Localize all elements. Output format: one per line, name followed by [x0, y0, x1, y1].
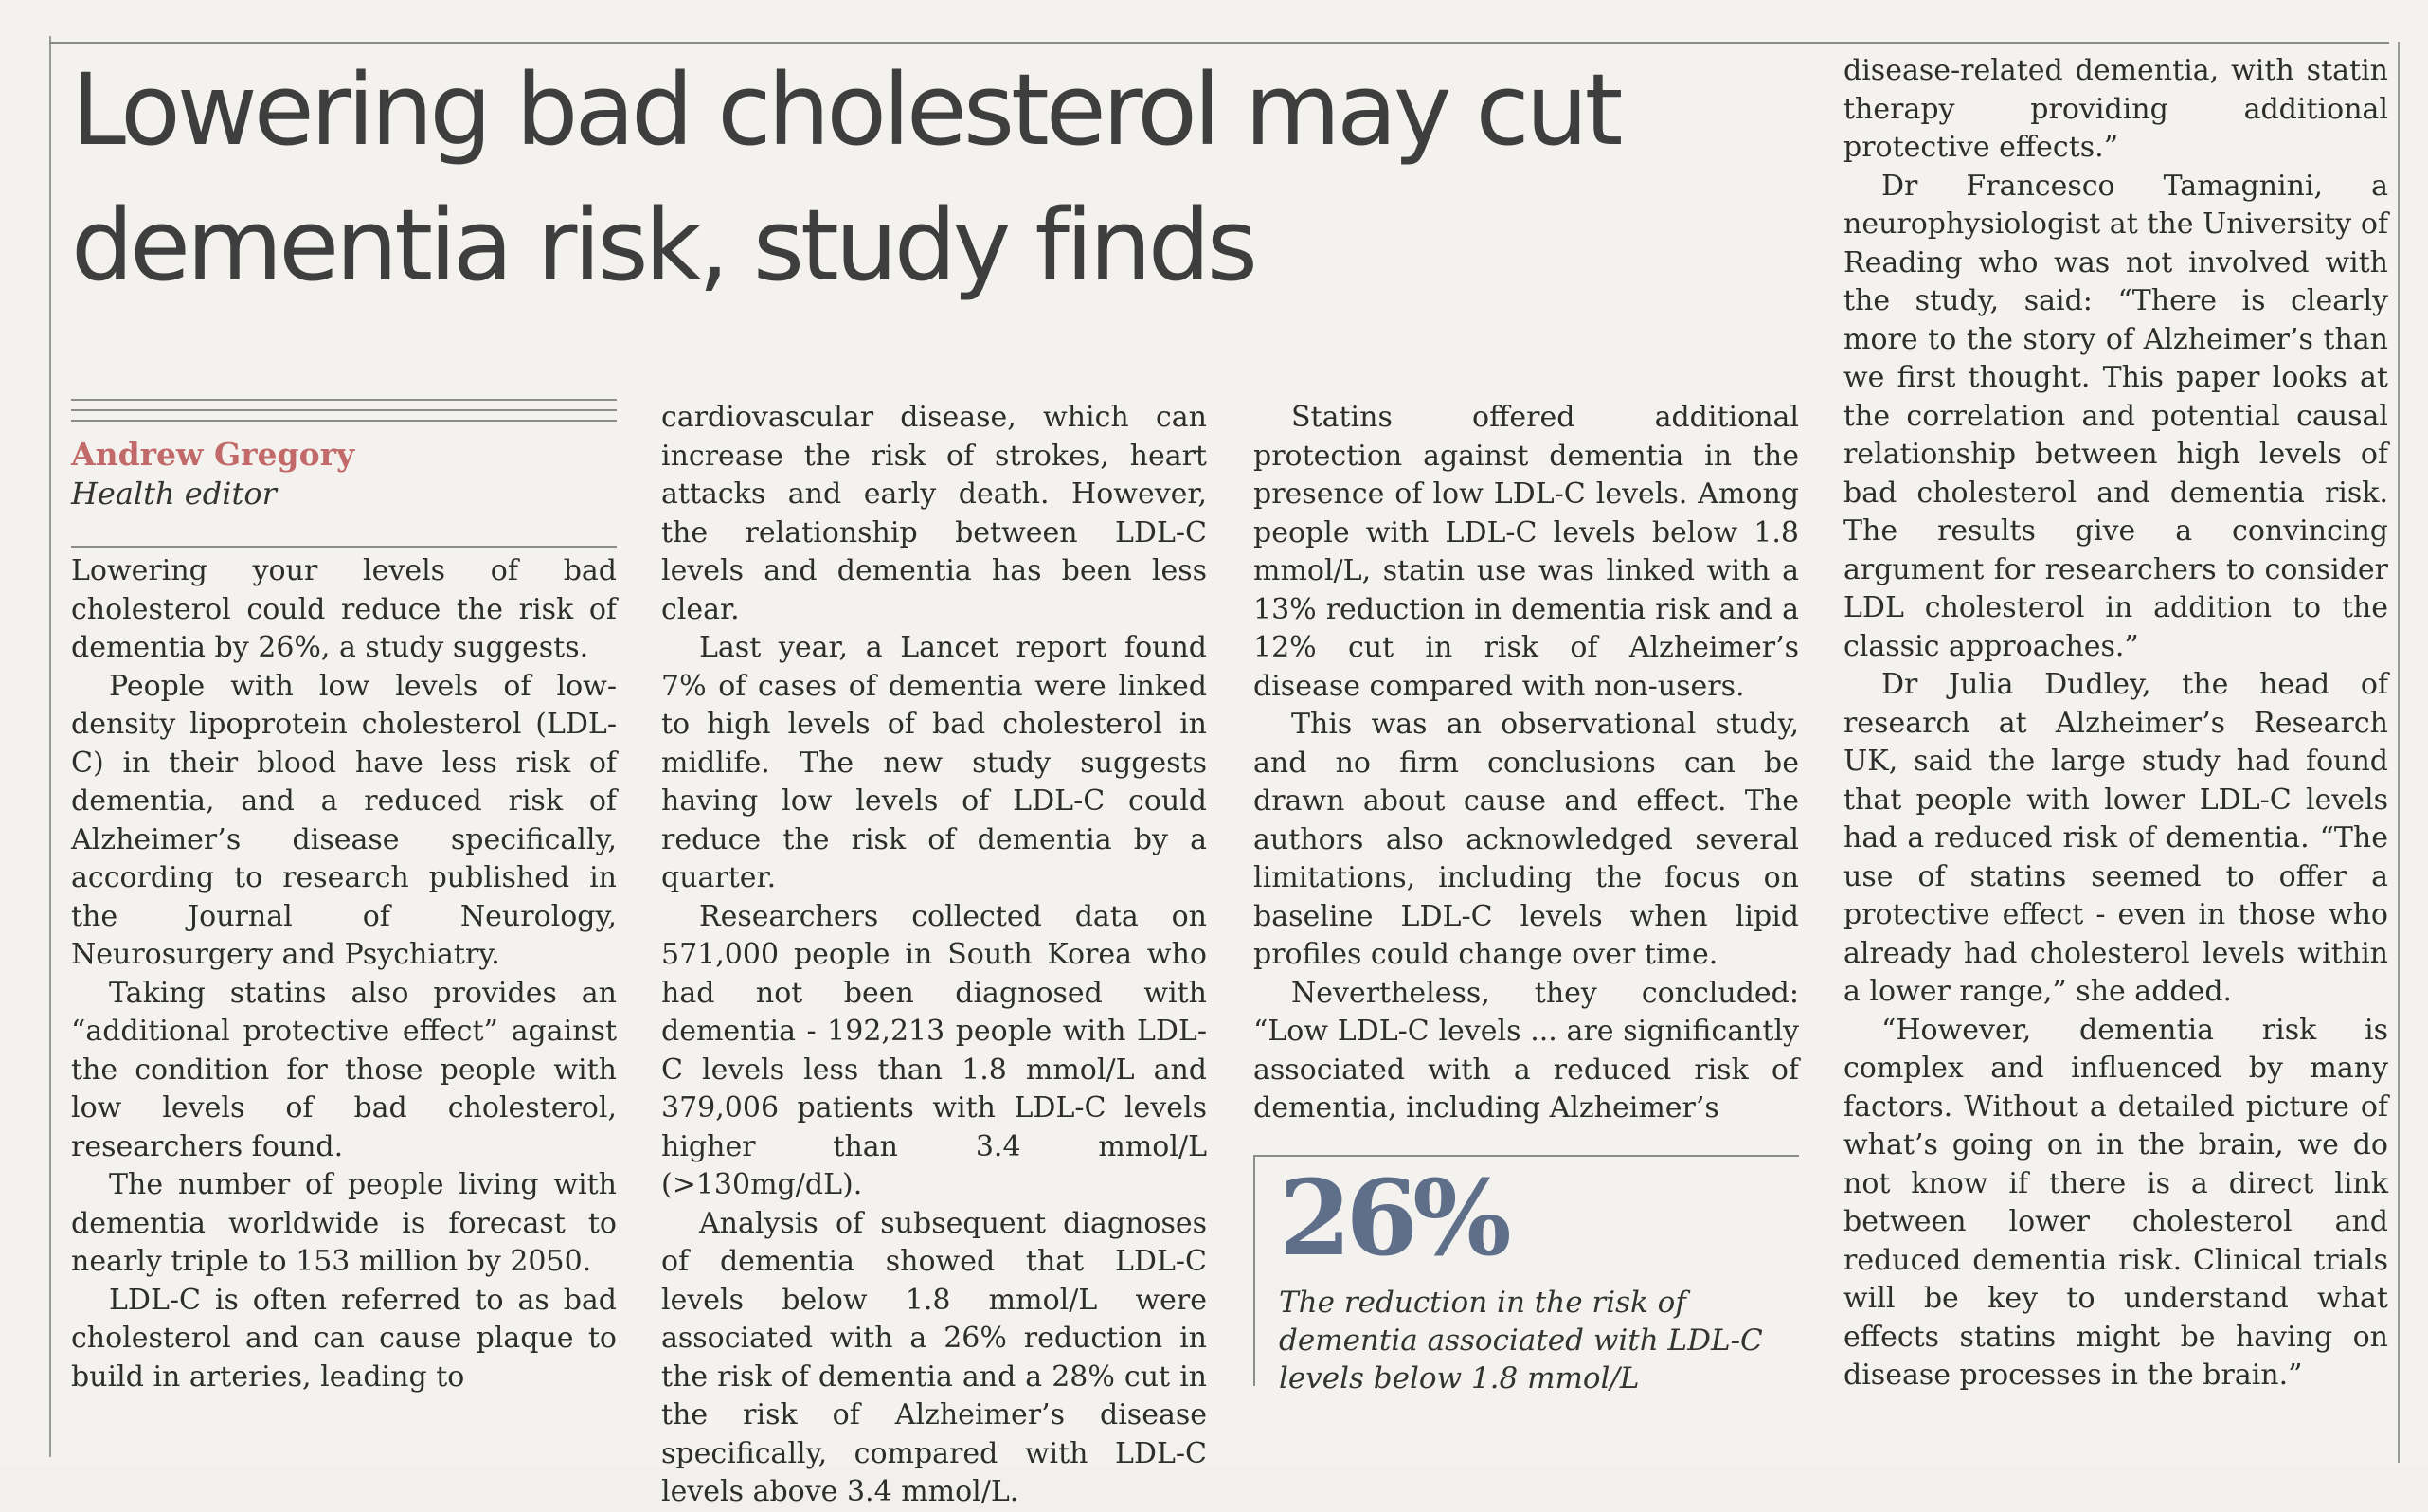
byline-rule	[71, 399, 617, 401]
paragraph: disease-related dementia, with statin therapy providing additional protective effects.”	[1843, 54, 2388, 164]
byline-rule	[71, 420, 617, 422]
page-left-rule	[49, 36, 51, 1457]
paragraph: Nevertheless, they concluded: “Low LDL-C levels ... are significantly associated with a reduced risk of dementia, including Alzheimer’s	[1253, 976, 1799, 1125]
paragraph: Lowering your levels of bad cholesterol could reduce the risk of dementia by 26%, a study suggests.	[71, 554, 617, 664]
paragraph: Taking statins also provides an “additional protective effect” against the condition for those people with low levels of bad cholesterol, researchers found.	[71, 976, 617, 1163]
paragraph: This was an observational study, and no firm conclusions can be drawn about cause and effect. The authors also acknowledged several limitations, including the focus on baseline LDL-C levels when lipid profiles could change over time.	[1253, 708, 1799, 971]
article-column-1	[71, 552, 617, 1396]
pullquote-caption: The reduction in the risk of dementia associated with LDL-C levels below 1.8 mmol/L	[1279, 1286, 1763, 1395]
paragraph: People with low levels of low-density lipoprotein cholesterol (LDL-C) in their blood have less risk of dementia, and a reduced risk of Alzheimer’s disease specifically, according to research published in the Journal of Neurology, Neurosurgery and Psychiatry.	[71, 669, 617, 971]
paragraph: The number of people living with dementia worldwide is forecast to nearly triple to 153 million by 2050.	[71, 1168, 617, 1278]
paragraph: Analysis of subsequent diagnoses of dementia showed that LDL-C levels below 1.8 mmol/L were associated with a 26% reduction in the risk of dementia and a 28% cut in the risk of Alzheimer’s disease specifically, compared with LDL-C levels above 3.4 mmol/L.	[661, 1206, 1207, 1508]
page-right-rule	[2398, 42, 2400, 1463]
author-name: Andrew Gregory	[71, 436, 355, 473]
byline-bottom-rule	[71, 546, 617, 548]
paragraph: “However, dementia risk is complex and influenced by many factors. Without a detailed picture of what’s going on in the brain, we do not know if there is a direct link between lower cholesterol and reduced dementia risk. Clinical trials will be key to understand what effects statins might be having on disease processes in the brain.”	[1843, 1013, 2388, 1392]
pullquote-figure: 26%	[1279, 1157, 1506, 1279]
paragraph: Statins offered additional protection against dementia in the presence of low LDL-C levels. Among people with LDL-C levels below 1.8 mmol/L, statin use was linked with a 13% reduction in dementia risk and a 12% cut in risk of Alzheimer’s disease compared with non-users.	[1253, 401, 1799, 703]
article-headline: Lowering bad cholesterol may cut dementia risk, study finds	[71, 52, 1620, 303]
pullquote-side-rule	[1253, 1155, 1255, 1386]
byline-rule	[71, 409, 617, 411]
paragraph: Dr Francesco Tamagnini, a neurophysiologist at the University of Reading who was not involved with the study, said: “There is clearly more to the story of Alzheimer’s than we first thought. This paper looks at the correlation and potential causal relationship between high levels of bad cholesterol and dementia risk. The results give a convincing argument for researchers to consider LDL cholesterol in addition to the classic approaches.”	[1843, 169, 2388, 663]
paragraph: Last year, a Lancet report found 7% of cases of dementia were linked to high levels of bad cholesterol in midlife. The new study suggests having low levels of LDL-C could reduce the risk of dementia by a quarter.	[661, 631, 1207, 894]
author-role: Health editor	[71, 476, 277, 512]
article-column-4	[1843, 52, 2388, 1395]
article-column-3	[1253, 399, 1799, 1128]
article-column-2	[661, 399, 1207, 1512]
paragraph: LDL-C is often referred to as bad cholesterol and can cause plaque to build in arteries, leading to	[71, 1283, 617, 1394]
byline-rules	[71, 399, 617, 430]
paragraph: cardiovascular disease, which can increase the risk of strokes, heart attacks and early death. However, the relationship between LDL-C levels and dementia has been less clear.	[661, 401, 1207, 626]
paragraph: Researchers collected data on 571,000 people in South Korea who had not been diagnosed with dementia - 192,213 people with LDL-C levels less than 1.8 mmol/L and 379,006 patients with LDL-C levels higher than 3.4 mmol/L (>130mg/dL).	[661, 899, 1207, 1201]
paragraph: Dr Julia Dudley, the head of research at Alzheimer’s Research UK, said the large study had found that people with lower LDL-C levels had a reduced risk of dementia. “The use of statins seemed to offer a protective effect - even in those who already had cholesterol levels within a lower range,” she added.	[1843, 668, 2388, 1008]
